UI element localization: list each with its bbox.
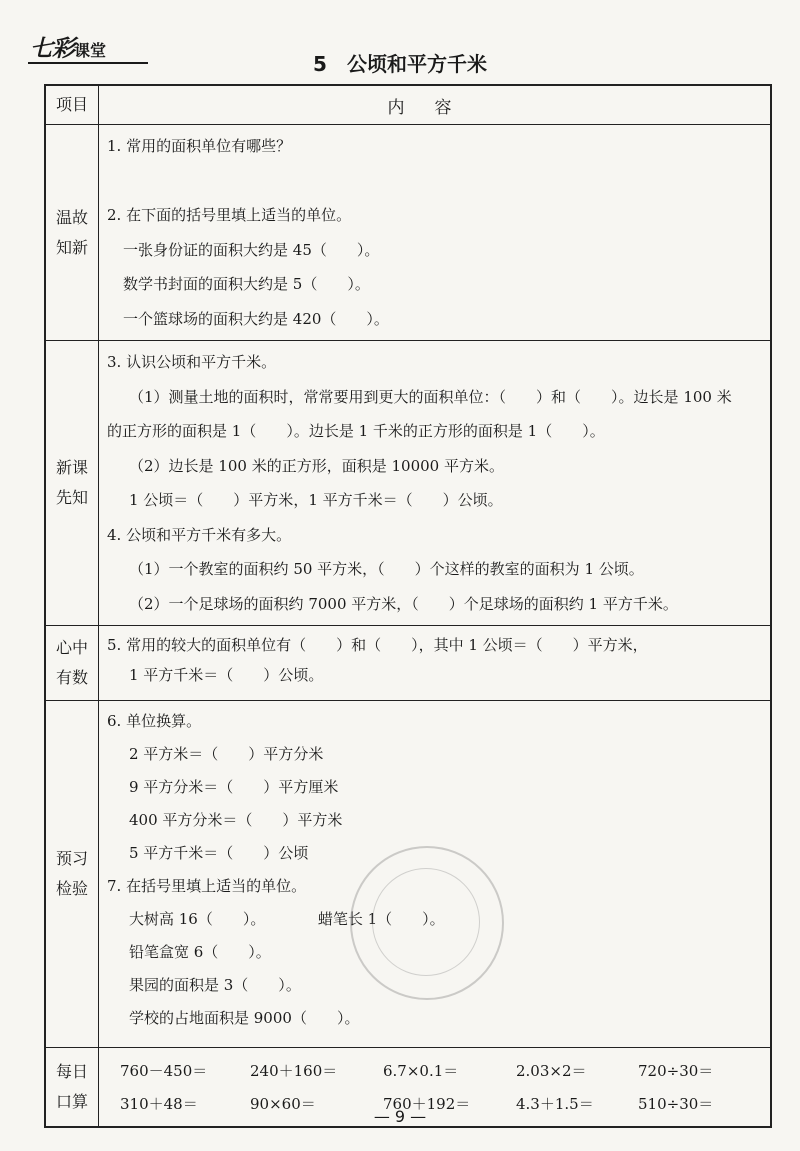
- section-label: 新课 先知: [45, 341, 99, 626]
- question-line: 铅笔盒宽 6（ ）。: [129, 943, 271, 961]
- section-label: 每日 口算: [45, 1048, 99, 1128]
- section-xinke: [45, 341, 771, 626]
- section-label: 预习 检验: [45, 701, 99, 1048]
- calc-item: 310＋48＝: [120, 1095, 198, 1113]
- question-line: 3. 认识公顷和平方千米。: [107, 353, 277, 371]
- calc-item: 760＋192＝: [383, 1095, 471, 1113]
- question-line: 1. 常用的面积单位有哪些？: [107, 137, 292, 155]
- calc-item: 2.03×2＝: [516, 1062, 587, 1080]
- header-content: 内容: [99, 85, 772, 125]
- section-content: [99, 701, 772, 1048]
- table-header-row: [45, 85, 771, 125]
- calc-item: 760－450＝: [120, 1062, 208, 1080]
- question-line: 1 公顷＝（ ）平方米，1 平方千米＝（ ）公顷。: [129, 491, 503, 509]
- question-line: 5. 常用的较大的面积单位有（ ）和（ ），其中 1 公顷＝（ ）平方米，: [107, 636, 648, 654]
- section-label: 温故 知新: [45, 125, 99, 341]
- calc-item: 4.3＋1.5＝: [516, 1095, 594, 1113]
- question-line: 大树高 16（ ）。 蜡笔长 1（ ）。: [129, 910, 445, 928]
- calc-item: 6.7×0.1＝: [383, 1062, 459, 1080]
- question-line: 果园的面积是 3（ ）。: [129, 976, 301, 994]
- section-xinzhong: [45, 626, 771, 701]
- question-line: 2 平方米＝（ ）平方分米: [129, 745, 324, 763]
- question-line: 的正方形的面积是 1（ ）。边长是 1 千米的正方形的面积是 1（ ）。: [107, 422, 605, 440]
- question-line: （2）边长是 100 米的正方形，面积是 10000 平方米。: [129, 456, 504, 475]
- section-yuxi: [45, 701, 771, 1048]
- brand-sub: 课堂: [74, 41, 107, 60]
- question-line: 2. 在下面的括号里填上适当的单位。: [107, 206, 352, 224]
- worksheet-table: [44, 84, 772, 1128]
- page-number: — 9 —: [373, 1107, 427, 1126]
- section-content: [99, 626, 772, 701]
- question-line: （1）测量土地的面积时，常常要用到更大的面积单位：（ ）和（ ）。边长是 100 米: [129, 387, 732, 406]
- brand-main: 七彩: [30, 35, 74, 62]
- answer-space: [107, 164, 764, 199]
- question-line: 5 平方千米＝（ ）公顷: [129, 844, 309, 862]
- question-line: 4. 公顷和平方千米有多大。: [107, 525, 292, 544]
- question-line: 6. 单位换算。: [107, 712, 202, 730]
- question-line: （2）一个足球场的面积约 7000 平方米，（ ）个足球场的面积约 1 平方千米。: [129, 594, 678, 613]
- section-content: [99, 125, 772, 341]
- section-content: [99, 341, 772, 626]
- calc-item: 510÷30＝: [638, 1095, 714, 1113]
- question-line: （1）一个教室的面积约 50 平方米，（ ）个这样的教室的面积为 1 公顷。: [129, 560, 644, 578]
- question-line: 数学书封面的面积大约是 5（ ）。: [123, 275, 370, 293]
- question-line: 一个篮球场的面积大约是 420（ ）。: [123, 309, 389, 328]
- question-line: 7. 在括号里填上适当的单位。: [107, 877, 307, 895]
- question-line: 一张身份证的面积大约是 45（ ）。: [123, 240, 380, 259]
- page-title: 5 公顷和平方千米: [313, 52, 487, 76]
- calc-item: 720÷30＝: [638, 1062, 714, 1080]
- calc-item: 90×60＝: [250, 1095, 316, 1113]
- question-line: 400 平方分米＝（ ）平方米: [129, 811, 343, 829]
- section-label: 心中 有数: [45, 626, 99, 701]
- question-line: 学校的占地面积是 9000（ ）。: [129, 1009, 360, 1027]
- header-item: 项目: [45, 85, 99, 125]
- question-line: 1 平方千米＝（ ）公顷。: [129, 666, 324, 684]
- question-line: 9 平方分米＝（ ）平方厘米: [129, 778, 339, 796]
- calc-item: 240＋160＝: [250, 1062, 338, 1080]
- section-wengu: [45, 125, 771, 341]
